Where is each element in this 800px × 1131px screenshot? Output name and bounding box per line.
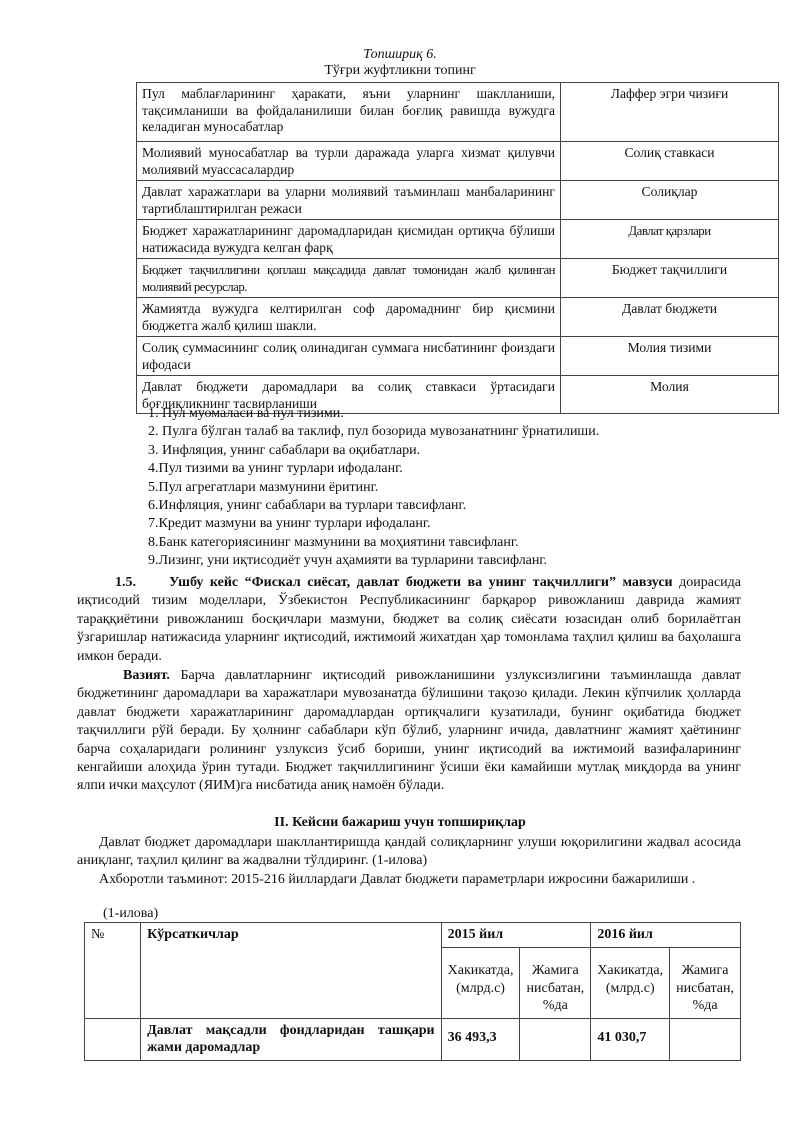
definition-cell: Жамиятда вужудга келтирилган соф даромаднинг бир қисмини бюджетга жалб қилиш шакли. [137, 298, 561, 337]
sub-share-2016: Жамига нисбатан, %да [670, 948, 741, 1019]
annex-label: (1-илова) [103, 906, 159, 921]
definition-cell: Давлат бюджети даромадлари ва солиқ ставкаси ўртасидаги боғлиқликнинг тасвирланиши [137, 376, 561, 414]
row-2016-share [670, 1018, 741, 1060]
case-title: Ушбу кейс “Фискал сиёсат, давлат бюджети ва унинг тақчиллиги” мавзуси [169, 575, 673, 590]
col-no-header: № [85, 923, 141, 1019]
table-row [137, 181, 779, 220]
definition-cell: Бюджет тақчиллигини қоплаш мақсадида давлат томонидан жалб қилинган молиявий ресурслар. [137, 259, 561, 298]
row-indicator: Давлат мақсадли фондларидан ташқари жами даромадлар [141, 1018, 441, 1060]
term-cell: Солиқ ставкаси [561, 142, 779, 181]
table-row [137, 298, 779, 337]
year-2015-header: 2015 йил [441, 923, 591, 948]
table-row [137, 337, 779, 376]
table-row [137, 220, 779, 259]
definition-cell: Пул маблағларининг ҳаракати, яъни уларнинг шаклланиши, тақсимланиши ва фойдаланилиши билан боғлиқ равишда вужудга келадиган муносабатлар [137, 83, 561, 142]
sub-share-2015: Жамига нисбатан, %да [520, 948, 591, 1019]
row-2015-actual: 36 493,3 [441, 1018, 520, 1060]
definition-cell: Давлат харажатлари ва уларни молиявий таъминлаш манбаларининг тартиблаштирилган режаси [137, 181, 561, 220]
list-item: 2. Пулга бўлган талаб ва таклиф, пул бозорида мувозанатнинг ўрнатилиши. [148, 424, 600, 440]
case-number: 1.5. [115, 575, 136, 590]
list-item: 9.Лизинг, уни иқтисодиёт учун аҳамияти ва турларини тавсифланг. [148, 553, 548, 569]
term-cell: Давлат қарзлари [561, 220, 779, 259]
task-title: Топшириқ 6. [363, 47, 437, 62]
table-row [85, 1018, 741, 1060]
term-cell: Солиқлар [561, 181, 779, 220]
table-row [137, 83, 779, 142]
term-cell: Молия [561, 376, 779, 414]
task-paragraph: Давлат бюджет даромадлари шакллантиришда қандай солиқларнинг улуши юқорилигини жадвал асосида аниқланг, таҳлил қилинг ва жадвални тўлдиринг. (1-илова) [77, 835, 741, 869]
col-indicator-header: Кўрсаткичлар [141, 923, 441, 1019]
table-row [137, 259, 779, 298]
table-header-row [85, 923, 741, 948]
term-cell: Бюджет тақчиллиги [561, 259, 779, 298]
sub-actual-2015: Хакикатда, (млрд.с) [441, 948, 520, 1019]
list-item: 8.Банк категориясининг мазмунини ва моҳиятини тавсифланг. [148, 534, 519, 550]
definition-cell: Бюджет харажатларининг даромадларидан қисмидан ортиқча бўлиши натижасида вужудга келган фарқ [137, 220, 561, 259]
year-2016-header: 2016 йил [591, 923, 741, 948]
list-item: 7.Кредит мазмуни ва унинг турлари ифодаланг. [148, 516, 431, 532]
situation-label: Вазият. [123, 668, 170, 683]
budget-table [84, 922, 741, 1061]
row-no [85, 1018, 141, 1060]
case-text: доирасида иқтисодий тизим моделлари, Ўзбекистон Республикасининг барқарор ривожланиш даврида жамият тараққиётини ривожланиш босқичлари мазмуни, бюджет ва солиқ сиёсати юзасидан олиб борилаётган ўзгаришлар натижасида уларнинг иқтисодий, ижтимоий жихатдан ҳар томонлама таҳлил қилиш ва баҳолашга имкон беради. [77, 575, 741, 664]
list-item: 1. Пул муомаласи ва пул тизими. [148, 406, 344, 421]
question-list [148, 405, 599, 571]
sub-actual-2016: Хакикатда, (млрд.с) [591, 948, 670, 1019]
term-cell: Молия тизими [561, 337, 779, 376]
matching-table [136, 82, 779, 414]
situation-paragraph [77, 667, 741, 796]
row-2015-share [520, 1018, 591, 1060]
case-paragraph [77, 574, 741, 666]
list-item: 3. Инфляция, унинг сабаблари ва оқибатлари. [148, 442, 421, 458]
task-subtitle: Тўғри жуфтликни топинг [324, 63, 476, 78]
section-heading: II. Кейсни бажариш учун топшириқлар [274, 815, 526, 830]
definition-cell: Солиқ суммасининг солиқ олинадиган суммага нисбатининг фоиздаги ифодаси [137, 337, 561, 376]
info-paragraph: Ахборотли таъминот: 2015-216 йиллардаги Давлат бюджети параметрлари ижросини бажарилиши . [99, 872, 696, 887]
term-cell: Лаффер эгри чизиғи [561, 83, 779, 142]
table-row [137, 142, 779, 181]
list-item: 6.Инфляция, унинг сабаблари ва турлари тавсифланг. [148, 498, 467, 514]
situation-text: Барча давлатларнинг иқтисодий ривожланишини узлуксизлигини таъминлашда давлат бюджетининг даромадлари ва харажатлари мувозанатда бўлишини тақозо қилади. Лекин кўпчилик ҳолларда давлат бюджети харажатларининг даромадлардан ортиқчалиги кузатилади, бунинг оқибатида бюджет тақчиллиги рўй беради. Бу ҳолнинг сабаблари кўп бўлиб, уларнинг ичида, давлатнинг жамият ҳаётининг барча соҳаларидаги ролининг узлуксиз ўсиб бориши, унинг иқтисодий ва ижтимоий вазифаларининг кенгайиши алоҳида ўрин тутади. Бюджет тақчиллигининг ўсиши ёки камайиши мутлақ миқдорда ва унинг ялпи ички маҳсулот (ЯИМ)га нисбатида аниқ намоён бўлади. [77, 668, 741, 794]
row-2016-actual: 41 030,7 [591, 1018, 670, 1060]
list-item: 5.Пул агрегатлари мазмунини ёритинг. [148, 479, 379, 495]
list-item: 4.Пул тизими ва унинг турлари ифодаланг. [148, 461, 403, 477]
term-cell: Давлат бюджети [561, 298, 779, 337]
definition-cell: Молиявий муносабатлар ва турли даражада уларга хизмат қилувчи молиявий муассасалардир [137, 142, 561, 181]
